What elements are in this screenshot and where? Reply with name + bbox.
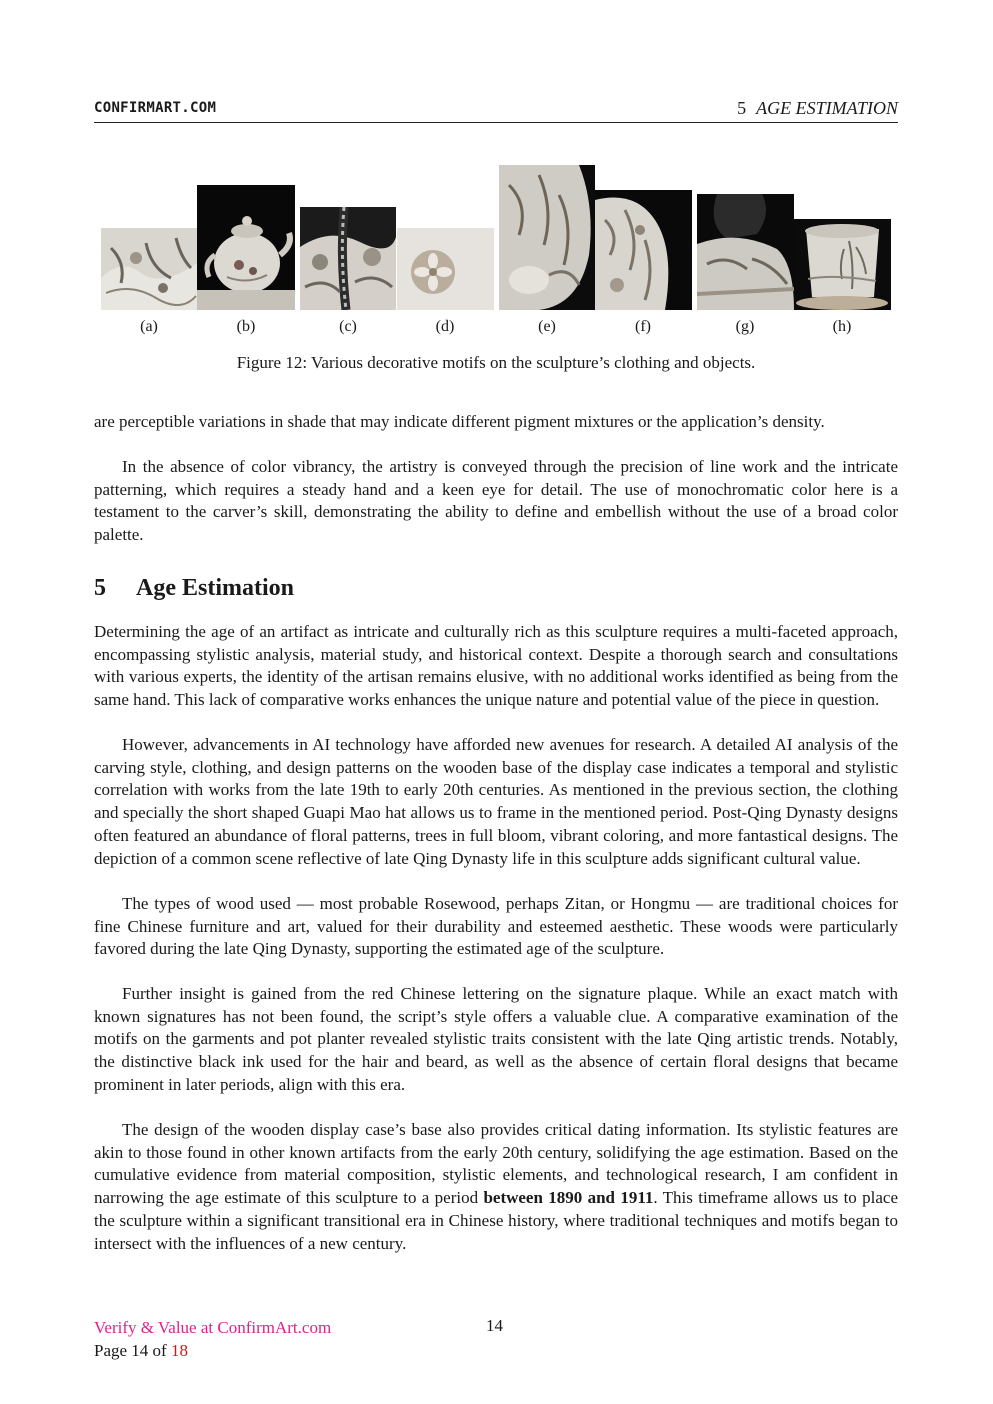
footer-page-prefix: Page 14 of: [94, 1341, 171, 1360]
date-range-emphasis: between 1890 and 1911: [483, 1188, 654, 1208]
paragraph-3: The types of wood used — most probable Rosewood, perhaps Zitan, or Hongmu — are traditional choices for fine Chinese furniture and art, valued for their durability and esteemed aesthetic. These woods were particularly favored during the late Qing Dynasty, supporting the estimated age of the sculpture.: [94, 894, 898, 959]
subfigure-label-b: (b): [236, 318, 256, 335]
paragraph-4: Further insight is gained from the red Chinese lettering on the signature plaque. While an exact match with known signatures has not been found, the script’s style offers a valuable clue. A comparative examination of the motifs on the garments and pot planter revealed stylistic traits consistent with the late Qing artistic trends. Notably, the distinctive black ink used for the hair and beard, as well as the absence of certain floral designs that became prominent in later periods, align with this era.: [94, 984, 898, 1094]
section-title: Age Estimation: [136, 575, 294, 601]
subfigure-label-d: (d): [435, 318, 455, 335]
running-head-title: AGE ESTIMATION: [756, 98, 898, 118]
subfigure-label-a: (a): [140, 318, 158, 335]
footer-page-count: [94, 1339, 331, 1362]
subfigure-f-image: [595, 190, 692, 310]
subfigure-e-image: [499, 165, 595, 310]
footer-verify-link[interactable]: Verify & Value at ConfirmArt.com: [94, 1318, 332, 1337]
page-number: 14: [486, 1316, 503, 1335]
subfigure-label-h: (h): [832, 318, 852, 335]
footer: [94, 1316, 331, 1362]
subfigure-a-image: [101, 228, 197, 310]
figure-caption: Figure 12: Various decorative motifs on the sculpture’s clothing and objects.: [236, 353, 756, 372]
figure-12: [100, 160, 892, 310]
subfigure-label-f: (f): [635, 318, 651, 335]
subfigure-d-image: [397, 228, 494, 310]
subfigure-label-c: (c): [339, 318, 357, 335]
paragraph-continuation: are perceptible variations in shade that may indicate different pigment mixtures or the application’s density.: [94, 412, 825, 431]
section-heading: [94, 575, 294, 602]
subfigure-label-e: (e): [538, 318, 556, 335]
running-head: [737, 98, 898, 119]
paragraph-2: However, advancements in AI technology have afforded new avenues for research. A detailed AI analysis of the carving style, clothing, and design patterns on the wooden base of the display case indicates a temporal and stylistic correlation with works from the late 19th to early 20th centuries. As mentioned in the previous section, the clothing and specially the short shaped Guapi Mao hat allows us to frame in the mentioned period. Post-Qing Dynasty designs often featured an abundance of floral patterns, trees in full bloom, vibrant coloring, and more fantastical designs. The depiction of a common scene reflective of late Qing Dynasty life in this sculpture adds significant cultural value.: [94, 735, 898, 868]
paragraph-5-text-b: . This timeframe allows us to place the sculpture within a significant transitional era in Chinese history, where traditional techniques and motifs began to intersect with the influences of a new century.: [94, 1188, 898, 1253]
footer-page-total-link[interactable]: 18: [170, 1341, 188, 1360]
paragraph-5: [94, 1119, 898, 1255]
paragraph-5-text-a: The design of the wooden display case’s base also provides critical dating information. Its stylistic features are akin to those found in other known artifacts from the early 20th century, solidifying the age estimation. Based on the cumulative evidence from material composition, stylistic elements, and technological research, I am confident in narrowing the age estimate of this sculpture to a period: [94, 1120, 898, 1208]
page-header: [94, 98, 898, 123]
subfigure-b-image: [197, 185, 295, 310]
section-number: 5: [94, 575, 106, 601]
paragraph-1: Determining the age of an artifact as intricate and culturally rich as this sculpture requires a multi-faceted approach, encompassing stylistic analysis, material study, and historical context. Despite a thorough search and consultations with various experts, the identity of the artisan remains elusive, with no additional works identified as being from the same hand. This lack of comparative works enhances the unique nature and potential value of the piece in question.: [94, 622, 898, 710]
subfigure-label-g: (g): [735, 318, 755, 335]
site-logo: CONFIRMART.COM: [94, 100, 217, 116]
paragraph-color: In the absence of color vibrancy, the artistry is conveyed through the precision of line work and the intricate patterning, which requires a steady hand and a keen eye for detail. The use of monochromatic color here is a testament to the carver’s skill, demonstrating the ability to define and embellish without the use of a broad color palette.: [94, 457, 898, 545]
subfigure-h-image: [794, 219, 891, 310]
subfigure-g-image: [697, 194, 794, 310]
running-head-number: 5: [737, 98, 747, 118]
subfigure-c-image: [300, 207, 396, 310]
